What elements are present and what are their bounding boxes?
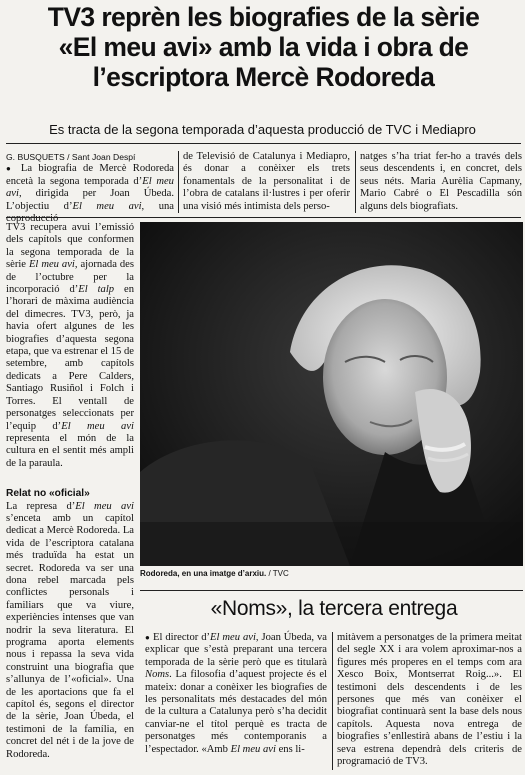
caption-source: / TVC [268,569,289,578]
column-divider [178,151,179,213]
paragraph-1 [6,222,134,470]
intro-text: , una coproducció [6,200,175,225]
photo-merce-rodoreda [140,222,523,566]
box-text: . La filosofia d’aquest projecte és el mateix: donar a conèixer les biografies de les personalitats més destacades del món de la cultura a Catalunya però s’ha decidit canviar-ne el títol perquè es tracta de personatges més contemporanis a l’espectador. «Amb [145,669,327,755]
box-rule [140,590,523,591]
body-text: La represa d’ [6,500,76,512]
body-italic: El meu avi [61,420,134,432]
left-column [6,222,134,761]
box-column-2: mitàvem a personatges de la primera meitat del segle XX i ara volem aproximar-nos a figures més properes en el temps com ara Xesco Boix, Montserrat Roig...». El testimoni dels descendents i de les persones que més van conèixer el biografiat continuarà sent la base dels nous capítols. Aquesta nova entrega de biografies s’enllestirà abans de l’estiu i la seva estrena dependrà dels criteris de programació de TV3. [337,632,522,768]
portrait-illustration [140,222,523,566]
caption-text: Rodoreda, en una imatge d’arxiu. [140,569,267,578]
body-text: s’enceta amb un capítol dedicat a Mercè Rodoreda. La vida de l’escriptora catalana més traduïda ha estat un secret. Rodoreda va ser una dona rebel marcada pels conflictes personals i familiars que va viure, experiències intenses que van nodrir la seva literatura. El programa aporta elements nous i repassa la seva vida construint una biografia que s’allunya de l’«oficial». Una de les aportacions que fa el capítol és, segons el director de la sèrie, Joan Úbeda, el testimoni de la família, en concret del nét i de la jove de Rodoreda. [6,512,134,760]
section-subtitle: Relat no «oficial» [6,488,90,500]
intro-text: , dirigida per Joan Úbeda. L’objectiu d’ [6,188,174,212]
subheadline: Es tracta de la segona temporada d’aquesta producció de TVC i Mediapro [49,122,476,137]
box-italic: Noms [145,669,170,681]
intro-column-1 [6,151,174,225]
box-text: El director d’ [153,632,211,643]
box-text: , Joan Úbeda, va explicar que s’està preparant una tercera temporada de la sèrie però que es titularà [145,632,327,668]
intro-text: La biografia de Mercè Rodoreda encetà la segona temporada d’ [6,163,174,187]
intro-column-3: natges s’ha triat fer-ho a través dels seus descendents i, en concret, dels seus néts. Maria Aurèlia Capmany, Mario Cabré o El Pescadilla són alguns dels biografiats. [360,151,522,212]
headline-line-2: «El meu avi» amb la vida i obra de [58,32,469,62]
body-italic: El meu avi [28,259,75,271]
headline [6,2,521,92]
bullet-icon: ● [145,633,151,642]
body-text: representa el món de la cultura en el sentit més ampli de la paraula. [6,432,134,469]
intro-rule [6,217,521,218]
box-italic: El meu avi [210,632,256,643]
column-divider [355,151,356,213]
bullet-icon: ● [6,164,15,174]
intro-italic: El meu avi [6,175,174,200]
box-italic: El meu avi [230,743,276,755]
body-italic: El meu avi [75,500,134,512]
box-title: «Noms», la tercera entrega [210,597,458,620]
body-text: en l’horari de màxima audiència del dimecres. TV3, però, ja havia ofert algunes de les biografies d’aquesta segona etapa, que va estrenar el 15 de setembre, amb capítols dedicats a Pere Calders, Santiago Rusiñol i Folch i Torres. El ventall de personatges seleccionats per l’equip d’ [6,284,135,432]
body-text: TV3 recupera avui l’emissió dels capítols que conformen la segona temporada de la sèrie [6,222,134,271]
intro-italic: El meu avi [72,200,142,212]
intro-column-2: de Televisió de Catalunya i Mediapro, és donar a conèixer els trets fonamentals de la personalitat i de l’obra de catalans il·lustres i per oferir una visió més intimista dels perso- [183,151,350,212]
body-text: , ajornada des de l’octubre per la incorporació d’ [6,259,134,296]
column-divider [332,632,333,770]
box-text: ens li- [275,743,305,755]
byline: G. BUSQUETS / Sant Joan Despí [6,152,136,162]
box-column-1 [145,632,327,756]
headline-line-1: TV3 reprèn les biografies de la sèrie [47,2,480,32]
headline-line-3: l’escriptora Mercè Rodoreda [92,62,435,92]
paragraph-2 [6,501,134,762]
photo-caption [140,569,289,578]
subheadline-rule [6,143,521,144]
body-italic: El talp [78,284,115,296]
